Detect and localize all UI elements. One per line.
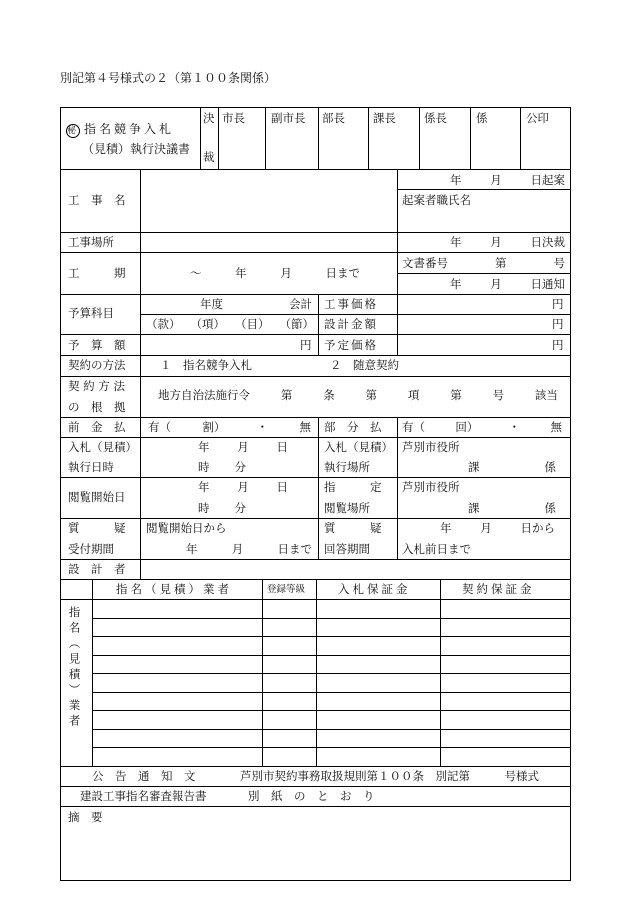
label-bid-datetime-1: 入札（見積） xyxy=(68,440,137,454)
bid-date: 年 月 日 xyxy=(198,440,288,454)
label-answer-1: 質 疑 xyxy=(324,521,382,535)
method-option-1: １ 指名競争入札 xyxy=(160,358,252,372)
view-place-section: 課 係 xyxy=(468,501,556,515)
doc-title: 秘 指名競争入札 xyxy=(67,122,175,136)
budget-item-bottom: （款） （項） （目） （節） xyxy=(146,317,314,331)
advance-value: 有（ 割） ・ 無 xyxy=(148,420,311,434)
form-title: 別記第４号様式の２（第１００条関係） xyxy=(60,71,277,85)
qa-value-2: 年 月 日まで xyxy=(186,542,312,556)
label-period: 工 期 xyxy=(68,266,126,280)
label-bid-place-1: 入札（見積） xyxy=(324,440,393,454)
label-advance: 前 金 払 xyxy=(68,420,126,434)
label-designer: 設 計 者 xyxy=(68,562,126,576)
view-date: 年 月 日 xyxy=(198,480,288,494)
label-location: 工事場所 xyxy=(68,235,114,249)
kian-date: 年 月 日起案 xyxy=(450,173,565,187)
report-per-sheet: 別 紙 の と お り xyxy=(248,789,375,803)
budget-item-top: 年度 会計 xyxy=(200,297,312,311)
notice-date: 年 月 日通知 xyxy=(450,277,565,291)
contractor-row-line xyxy=(92,729,570,730)
yen-budget: 円 xyxy=(300,338,312,352)
label-method-basis-1: 契 約 方 法 xyxy=(68,379,125,393)
label-qa-1: 質 疑 xyxy=(68,521,126,535)
yen-design: 円 xyxy=(552,317,564,331)
label-planned-price: 予定価格 xyxy=(324,338,378,352)
method-option-2: ２ 随意契約 xyxy=(330,358,399,372)
bid-place-office: 芦別市役所 xyxy=(402,440,460,454)
contractor-row-line xyxy=(92,710,570,711)
bid-time: 時 分 xyxy=(198,460,246,474)
hi-seal: 秘 xyxy=(67,126,80,136)
label-designated-1: 指 定 xyxy=(324,480,382,494)
answer-value-2: 入札前日まで xyxy=(402,542,471,556)
label-view-start: 閲覧開始日 xyxy=(68,490,126,504)
label-partial: 部 分 払 xyxy=(324,420,382,434)
doc-number: 文書番号 第 号 xyxy=(402,256,565,270)
label-budget-amount: 予 算 額 xyxy=(68,338,126,352)
approver-staff: 係 xyxy=(476,111,488,125)
contractor-row-line xyxy=(92,655,570,656)
label-qa-2: 受付期間 xyxy=(68,542,114,556)
method-basis-value: 地方自治法施行令 第 条 第 項 第 号 該当 xyxy=(158,388,558,402)
remarks-label: 摘 要 xyxy=(68,810,103,824)
answer-value-1: 年 月 日から xyxy=(440,521,555,535)
approver-section-chief: 課長 xyxy=(373,111,396,125)
kessai-date: 年 月 日決裁 xyxy=(450,235,565,249)
bid-place-section: 課 係 xyxy=(468,460,556,474)
kessai-label-top: 決 xyxy=(203,111,215,125)
label-bid-datetime-2: 執行日時 xyxy=(68,460,114,474)
label-contract-method: 契約の方法 xyxy=(68,358,126,372)
label-budget-item: 予算科目 xyxy=(68,306,114,320)
label-design-amount: 設計金額 xyxy=(324,317,378,331)
approver-subsection-chief: 係長 xyxy=(424,111,447,125)
qa-value-1: 閲覧開始日から xyxy=(146,521,227,535)
report-label: 建設工事指名審査報告書 xyxy=(80,789,207,803)
doc-subtitle: （見積）執行決議書 xyxy=(82,142,191,156)
label-construction-price: 工事価格 xyxy=(324,297,378,311)
approver-official-seal: 公印 xyxy=(526,111,549,125)
view-place-office: 芦別市役所 xyxy=(402,480,460,494)
label-method-basis-2: の 根 拠 xyxy=(68,400,126,414)
approver-vice-mayor: 副市長 xyxy=(271,111,306,125)
contractor-row-line xyxy=(92,747,570,748)
label-answer-2: 回答期間 xyxy=(324,542,370,556)
partial-value: 有（ 回） ・ 無 xyxy=(402,420,562,434)
kessai-label-bottom: 裁 xyxy=(203,150,215,164)
col-grade: 登録等級 xyxy=(267,584,306,595)
contractor-row-line xyxy=(92,636,570,637)
contractor-row-line xyxy=(92,618,570,619)
col-bid-bond: 入札保証金 xyxy=(338,582,411,596)
contractor-row-line xyxy=(92,673,570,674)
contractor-row-line xyxy=(92,692,570,693)
kian-person: 起案者職氏名 xyxy=(402,193,471,207)
yen-construction: 円 xyxy=(552,297,564,311)
notice-rule: 芦別市契約事務取扱規則第１００条 別記第 号様式 xyxy=(240,769,539,783)
label-designated-2: 閲覧場所 xyxy=(324,501,370,515)
approver-mayor: 市長 xyxy=(222,111,245,125)
col-contract-bond: 契約保証金 xyxy=(462,582,535,596)
label-bid-place-2: 執行場所 xyxy=(324,460,370,474)
notice-label: 公 告 通 知 文 xyxy=(92,769,196,783)
label-project-name: 工 事 名 xyxy=(68,193,126,207)
period-value: ～ 年 月 日まで xyxy=(190,266,360,280)
contractor-side-label: 指名（見積）業者 xyxy=(67,606,82,730)
approver-director: 部長 xyxy=(322,111,345,125)
col-contractor-name: 指名（見積）業者 xyxy=(116,582,232,596)
yen-planned: 円 xyxy=(552,338,564,352)
view-time: 時 分 xyxy=(198,501,246,515)
